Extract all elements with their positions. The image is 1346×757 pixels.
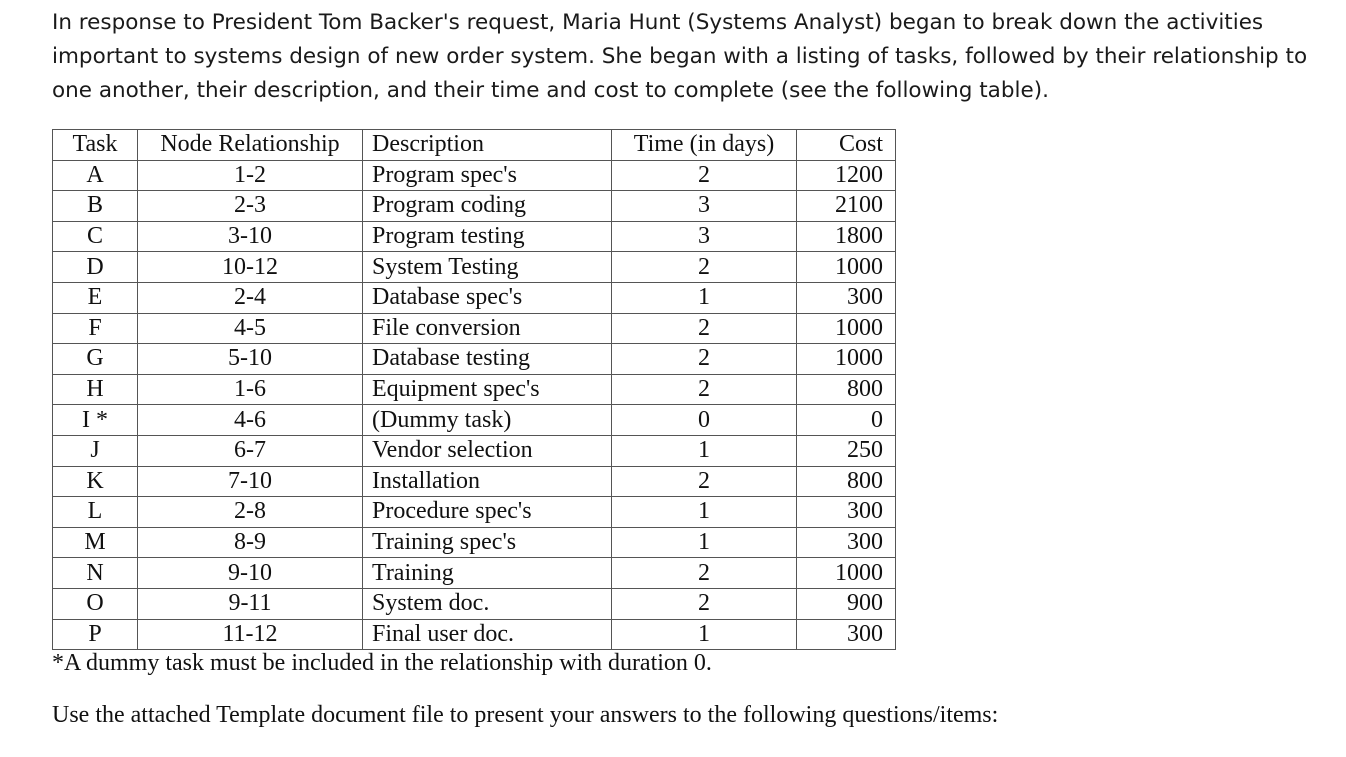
time-cell: 1 [612,619,797,650]
description-cell: Installation [363,466,612,497]
task-cell: P [53,619,138,650]
cost-cell: 1000 [797,344,896,375]
time-cell: 2 [612,374,797,405]
cost-cell: 0 [797,405,896,436]
task-cell: I * [53,405,138,436]
cost-cell: 250 [797,435,896,466]
time-cell: 1 [612,497,797,528]
time-cell: 1 [612,527,797,558]
node-relationship-cell: 10-12 [138,252,363,283]
instruction-text: Use the attached Template document file to present your answers to the following questions/items: [52,702,999,728]
task-cell: G [53,344,138,375]
description-cell: Training [363,558,612,589]
time-cell: 2 [612,466,797,497]
cost-cell: 800 [797,466,896,497]
task-cell: H [53,374,138,405]
table-row [53,313,896,344]
task-cell: L [53,497,138,528]
description-cell: Procedure spec's [363,497,612,528]
description-cell: System doc. [363,588,612,619]
time-cell: 1 [612,435,797,466]
description-cell: File conversion [363,313,612,344]
task-cell: K [53,466,138,497]
table-row [53,405,896,436]
cost-cell: 1000 [797,558,896,589]
node-relationship-cell: 1-6 [138,374,363,405]
cost-cell: 1200 [797,160,896,191]
table-row [53,191,896,222]
table-row [53,252,896,283]
footnote: *A dummy task must be included in the relationship with duration 0. [52,650,712,676]
description-cell: System Testing [363,252,612,283]
table-row [53,282,896,313]
time-cell: 2 [612,558,797,589]
node-relationship-cell: 6-7 [138,435,363,466]
node-relationship-cell: 8-9 [138,527,363,558]
time-cell: 2 [612,344,797,375]
node-relationship-cell: 11-12 [138,619,363,650]
table-row [53,221,896,252]
task-cell: N [53,558,138,589]
header-cost: Cost [797,130,896,161]
table-row [53,497,896,528]
task-cell: O [53,588,138,619]
node-relationship-cell: 7-10 [138,466,363,497]
task-cell: M [53,527,138,558]
cost-cell: 1000 [797,313,896,344]
description-cell: Program spec's [363,160,612,191]
table-row [53,466,896,497]
table-row [53,344,896,375]
time-cell: 2 [612,313,797,344]
header-task: Task [53,130,138,161]
cost-cell: 1000 [797,252,896,283]
table-row [53,588,896,619]
node-relationship-cell: 4-5 [138,313,363,344]
task-cell: A [53,160,138,191]
cost-cell: 300 [797,497,896,528]
node-relationship-cell: 5-10 [138,344,363,375]
table-row [53,435,896,466]
task-cell: D [53,252,138,283]
table-row [53,527,896,558]
time-cell: 2 [612,160,797,191]
node-relationship-cell: 9-10 [138,558,363,589]
description-cell: Vendor selection [363,435,612,466]
header-node-relationship: Node Relationship [138,130,363,161]
table-header-row [53,130,896,161]
node-relationship-cell: 9-11 [138,588,363,619]
time-cell: 3 [612,191,797,222]
table-row [53,374,896,405]
header-description: Description [363,130,612,161]
table-body [53,160,896,650]
description-cell: Database spec's [363,282,612,313]
cost-cell: 300 [797,527,896,558]
node-relationship-cell: 1-2 [138,160,363,191]
intro-paragraph: In response to President Tom Backer's request, Maria Hunt (Systems Analyst) began to break down the activities important to systems design of new order system. She began with a listing of tasks, followed by their relationship to one another, their description, and their time and cost to complete (see the following table). [52,10,1308,103]
task-table [52,129,896,650]
time-cell: 3 [612,221,797,252]
description-cell: Program testing [363,221,612,252]
description-cell: Training spec's [363,527,612,558]
task-cell: F [53,313,138,344]
cost-cell: 300 [797,619,896,650]
description-cell: Program coding [363,191,612,222]
cost-cell: 1800 [797,221,896,252]
table-row [53,619,896,650]
time-cell: 2 [612,252,797,283]
header-time: Time (in days) [612,130,797,161]
table-row [53,160,896,191]
cost-cell: 800 [797,374,896,405]
node-relationship-cell: 4-6 [138,405,363,436]
time-cell: 0 [612,405,797,436]
task-cell: C [53,221,138,252]
task-cell: E [53,282,138,313]
node-relationship-cell: 2-8 [138,497,363,528]
node-relationship-cell: 2-4 [138,282,363,313]
node-relationship-cell: 2-3 [138,191,363,222]
description-cell: (Dummy task) [363,405,612,436]
cost-cell: 900 [797,588,896,619]
node-relationship-cell: 3-10 [138,221,363,252]
cost-cell: 300 [797,282,896,313]
task-cell: J [53,435,138,466]
table-row [53,558,896,589]
cost-cell: 2100 [797,191,896,222]
description-cell: Equipment spec's [363,374,612,405]
time-cell: 1 [612,282,797,313]
description-cell: Database testing [363,344,612,375]
time-cell: 2 [612,588,797,619]
task-cell: B [53,191,138,222]
description-cell: Final user doc. [363,619,612,650]
